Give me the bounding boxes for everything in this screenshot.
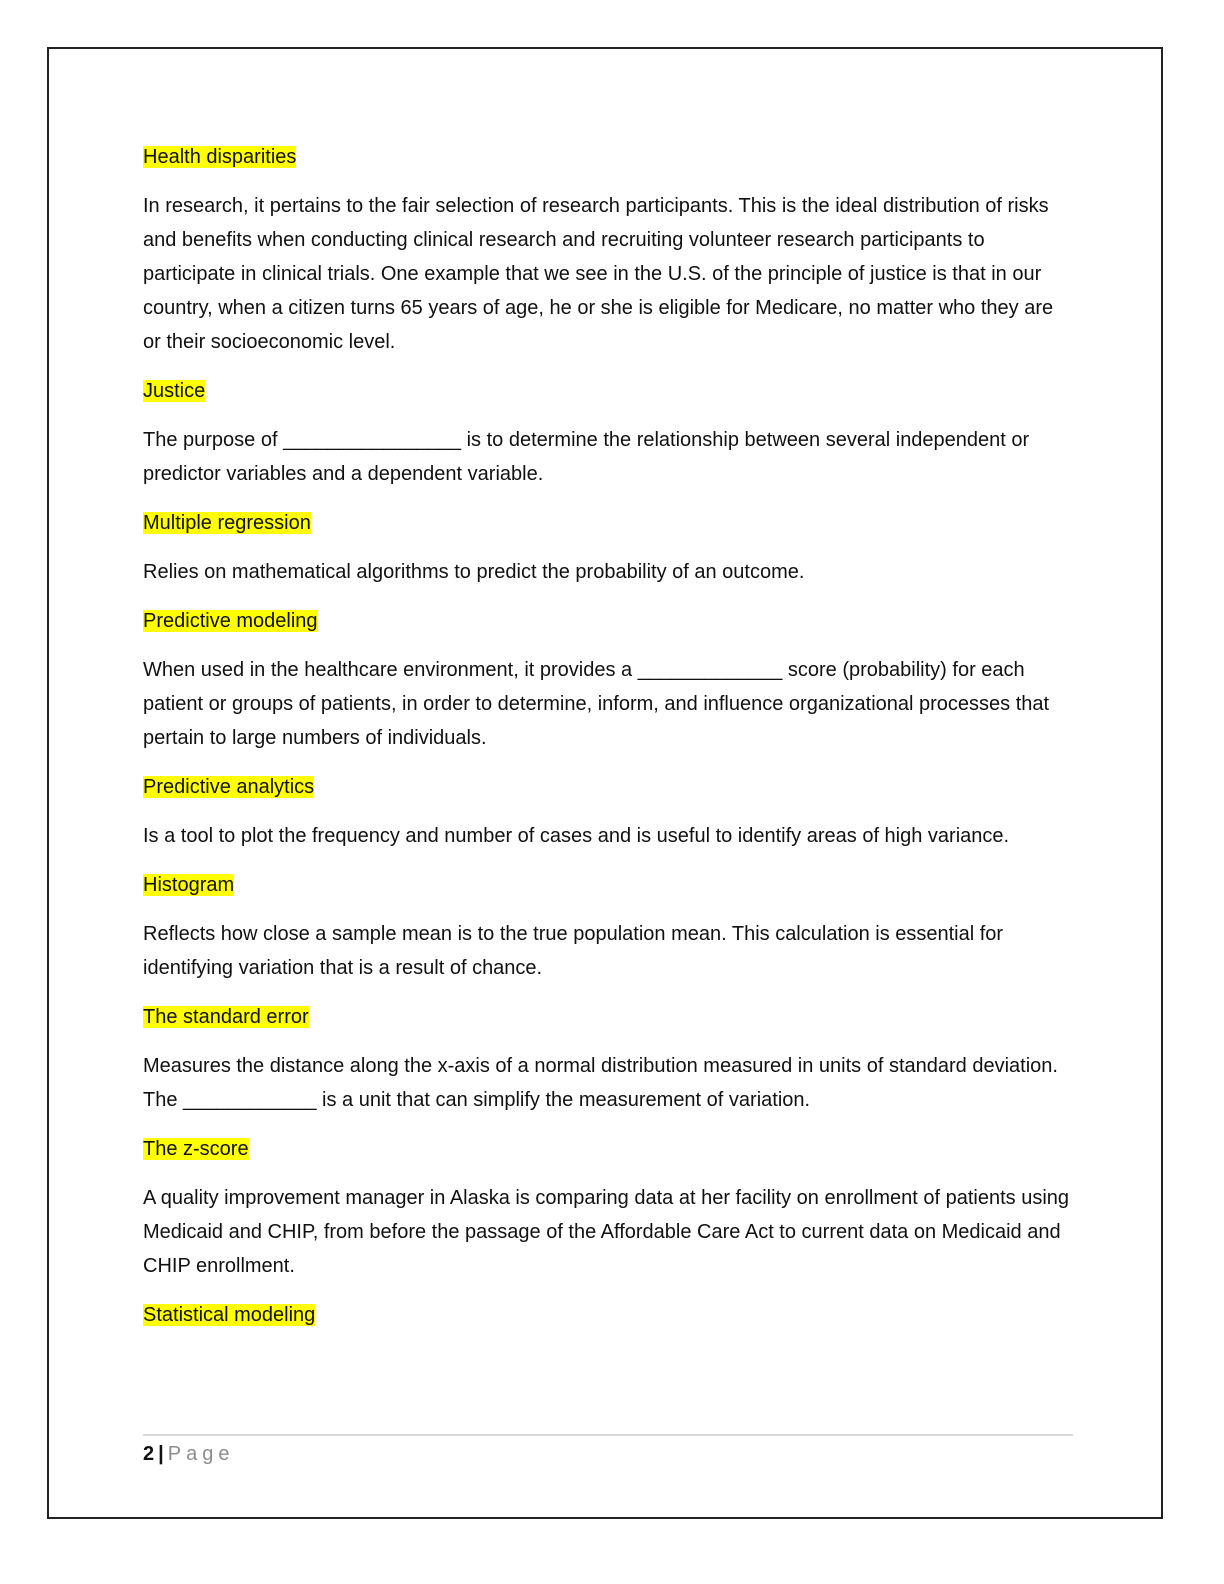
page-label: Page xyxy=(167,1443,235,1465)
question-text: When used in the healthcare environment, it provides a _____________ score (probability) for each patient or groups of patients, in order to determine, inform, and influence organizational processes that pertain to large numbers of individuals. xyxy=(143,659,1050,749)
footer-separator: | xyxy=(158,1443,164,1465)
question-text: Measures the distance along the x-axis of a normal distribution measured in units of standard deviation. The ____________ is a unit that can simplify the measurement of variation. xyxy=(143,1055,1058,1111)
question-text: In research, it pertains to the fair selection of research participants. This is the ideal distribution of risks and benefits when conducting clinical research and recruiting volunteer research participants to participate in clinical trials. One example that we see in the U.S. of the principle of justice is that in our country, when a citizen turns 65 years of age, he or she is eligible for Medicare, no matter who they are or their socioeconomic level. xyxy=(143,195,1054,353)
answer-highlight: The z-score xyxy=(143,1138,249,1160)
answer-highlight: Multiple regression xyxy=(143,512,311,534)
page-number: 2 xyxy=(143,1443,155,1465)
question-text: Relies on mathematical algorithms to predict the probability of an outcome. xyxy=(143,561,805,583)
answer-highlight: Predictive modeling xyxy=(143,610,318,632)
footer-divider xyxy=(143,1434,1073,1436)
question-text: Reflects how close a sample mean is to the true population mean. This calculation is essential for identifying variation that is a result of chance. xyxy=(143,923,1004,979)
answer-highlight: Health disparities xyxy=(143,146,297,168)
answer-highlight: Statistical modeling xyxy=(143,1304,316,1326)
document-body xyxy=(143,140,1073,1347)
question-text: The purpose of ________________ is to determine the relationship between several independent or predictor variables and a dependent variable. xyxy=(143,429,1030,485)
question-text: A quality improvement manager in Alaska is comparing data at her facility on enrollment of patients using Medicaid and CHIP, from before the passage of the Affordable Care Act to current data on Medicaid and CHIP enrollment. xyxy=(143,1187,1070,1277)
answer-highlight: Histogram xyxy=(143,874,235,896)
answer-highlight: Predictive analytics xyxy=(143,776,315,798)
page-footer xyxy=(143,1440,234,1468)
answer-highlight: The standard error xyxy=(143,1006,309,1028)
answer-highlight: Justice xyxy=(143,380,206,402)
question-text: Is a tool to plot the frequency and number of cases and is useful to identify areas of high variance. xyxy=(143,825,1010,847)
